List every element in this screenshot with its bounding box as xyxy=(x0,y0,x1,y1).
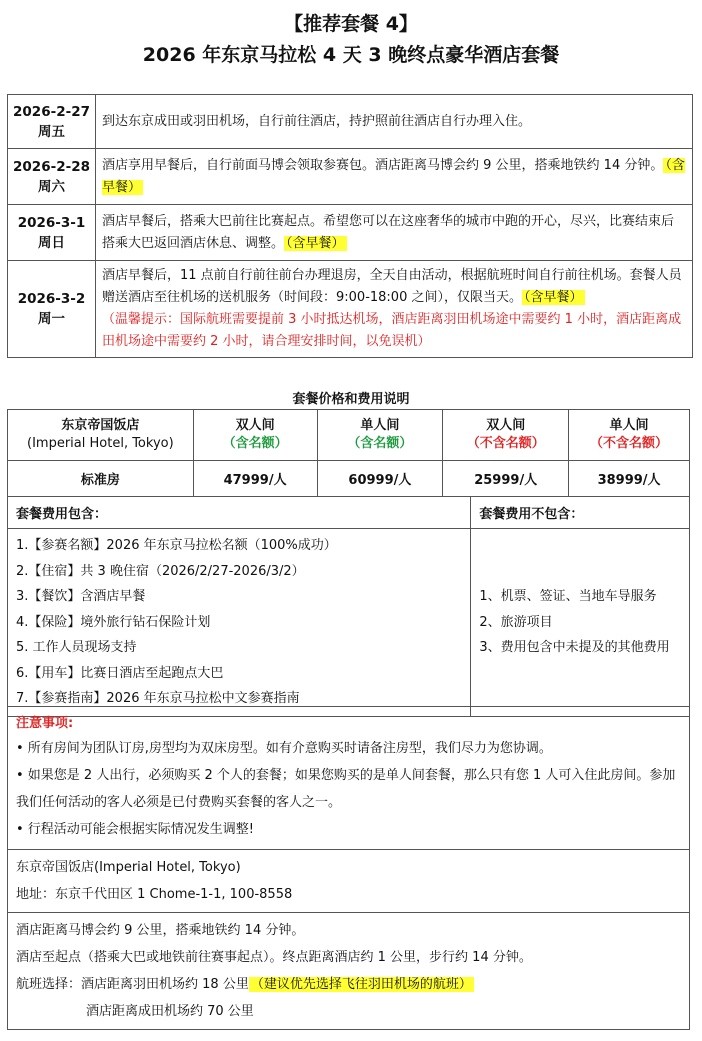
itinerary-row xyxy=(8,95,693,149)
excluded-list xyxy=(471,529,690,717)
note-item: • 行程活动可能会根据实际情况发生调整! xyxy=(16,822,255,837)
itinerary-row xyxy=(8,149,693,205)
breakfast-tag: （含早餐） xyxy=(523,290,583,305)
flight-haneda: 酒店距离羽田机场约 18 公里 xyxy=(81,977,249,992)
list-item: 3、费用包含中未提及的其他费用 xyxy=(479,640,670,655)
note-item: • 如果您是 2 人出行，必须购买 2 个人的套餐；如果您购买的是单人间套餐，那么只有您 1 人可入住此房间。参加我们任何活动的客人必须是已付费购买套餐的客人之一。 xyxy=(16,768,676,810)
flight-tip: （建议优先选择飞往羽田机场的航班） xyxy=(250,977,472,992)
flight-label: 航班选择： xyxy=(16,977,82,992)
flight-warning: （温馨提示：国际航班需要提前 3 小时抵达机场，酒店距离羽田机场途中需要约 1 小时，酒店距离成田机场途中需要约 2 小时，请合理安排时间，以免误机） xyxy=(102,312,682,349)
list-item: 5. 工作人员现场支持 xyxy=(16,640,137,655)
hotel-info-section xyxy=(8,850,690,913)
list-item: 2、旅游项目 xyxy=(479,614,553,630)
itinerary-date: 2026-3-2 周一 xyxy=(8,261,96,358)
price-value: 60999/人 xyxy=(317,461,443,497)
list-item: 6.【用车】比赛日酒店至起跑点大巴 xyxy=(16,665,224,681)
notes-table xyxy=(7,706,690,1030)
notes-title: 注意事项: xyxy=(16,716,74,731)
price-table xyxy=(7,409,690,497)
price-value: 47999/人 xyxy=(193,461,317,497)
price-column-header: 单人间 （含名额） xyxy=(317,410,443,461)
itinerary-date: 2026-3-1 周日 xyxy=(8,205,96,261)
itinerary-description: 到达东京成田或羽田机场，自行前往酒店，持护照前往酒店自行办理入住。 xyxy=(96,95,693,149)
transport-section xyxy=(8,913,690,1030)
fees-table xyxy=(7,496,690,717)
price-value: 38999/人 xyxy=(569,461,690,497)
itinerary-row xyxy=(8,261,693,358)
list-item: 4.【保险】境外旅行钻石保险计划 xyxy=(16,614,211,630)
list-item: 1.【参赛名额】2026 年东京马拉松名额（100%成功） xyxy=(16,538,337,553)
price-column-header: 单人间 （不含名额） xyxy=(569,410,690,461)
price-row xyxy=(8,461,690,497)
breakfast-tag: （含早餐） xyxy=(286,235,345,251)
included-title: 套餐费用包含： xyxy=(8,497,471,529)
notes-section xyxy=(8,707,690,850)
pricing-section-title: 套餐价格和费用说明 xyxy=(292,392,410,407)
itinerary-date: 2026-2-27 周五 xyxy=(8,95,96,149)
list-item: 1、机票、签证、当地车导服务 xyxy=(479,589,657,604)
transport-line: 酒店至起点（搭乘大巴或地铁前往赛事起点）。终点距离酒店约 1 公里，步行约 14 分钟。 xyxy=(16,950,532,965)
breakfast-tag: （含早餐） xyxy=(102,157,685,195)
hotel-name: 东京帝国饭店(Imperial Hotel, Tokyo) xyxy=(16,860,241,875)
flight-narita: 酒店距离成田机场约 70 公里 xyxy=(86,1004,254,1019)
price-column-header: 双人间 （不含名额） xyxy=(443,410,569,461)
included-list xyxy=(8,529,471,717)
itinerary-description: 酒店早餐后，11 点前自行前往前台办理退房，全天自由活动，根据航班时间自行前往机场。套餐人员赠送酒店至往机场的送机服务（时间段：9:00-18:00 之间），仅限当天。 （含早餐） （温馨提示：国际航班需要提前 3 小时抵达机场，酒店距离羽田机场途中需要约 1 小时，酒店距离成田机场途中需要约 2 小时，请合理安排时间，以免误机） xyxy=(96,261,693,358)
flight-choice-line xyxy=(16,971,681,998)
itinerary-table xyxy=(7,94,693,358)
itinerary-date: 2026-2-28 周六 xyxy=(8,149,96,205)
transport-line: 酒店距离马博会约 9 公里，搭乘地铁约 14 分钟。 xyxy=(16,923,305,938)
list-item: 2.【住宿】共 3 晚住宿（2026/2/27-2026/3/2） xyxy=(16,563,305,579)
price-value: 25999/人 xyxy=(443,461,569,497)
hotel-address: 地址：东京千代田区 1 Chome-1-1, 100-8558 xyxy=(16,887,293,902)
page-title: 2026 年东京马拉松 4 天 3 晚终点豪华酒店套餐 xyxy=(142,44,560,66)
itinerary-row xyxy=(8,205,693,261)
price-column-header: 双人间 （含名额） xyxy=(193,410,317,461)
itinerary-description: 酒店享用早餐后，自行前面马博会领取参赛包。酒店距离马博会约 9 公里，搭乘地铁约 14 分钟。 （含早餐） xyxy=(96,149,693,205)
room-type-label: 标准房 xyxy=(8,461,194,497)
excluded-title: 套餐费用不包含： xyxy=(471,497,690,529)
list-item: 7.【参赛指南】2026 年东京马拉松中文参赛指南 xyxy=(16,691,300,706)
package-label: 【推荐套餐 4】 xyxy=(284,13,418,35)
list-item: 3.【餐饮】含酒店早餐 xyxy=(16,589,146,604)
note-item: • 所有房间为团队订房,房型均为双床房型。如有介意购买时请备注房型，我们尽力为您协调。 xyxy=(16,741,552,756)
hotel-name-cell: 东京帝国饭店 (Imperial Hotel, Tokyo) xyxy=(8,410,194,461)
itinerary-description: 酒店早餐后，搭乘大巴前往比赛起点。希望您可以在这座奢华的城市中跑的开心，尽兴，比赛结束后搭乘大巴返回酒店休息、调整。 （含早餐） xyxy=(96,205,693,261)
